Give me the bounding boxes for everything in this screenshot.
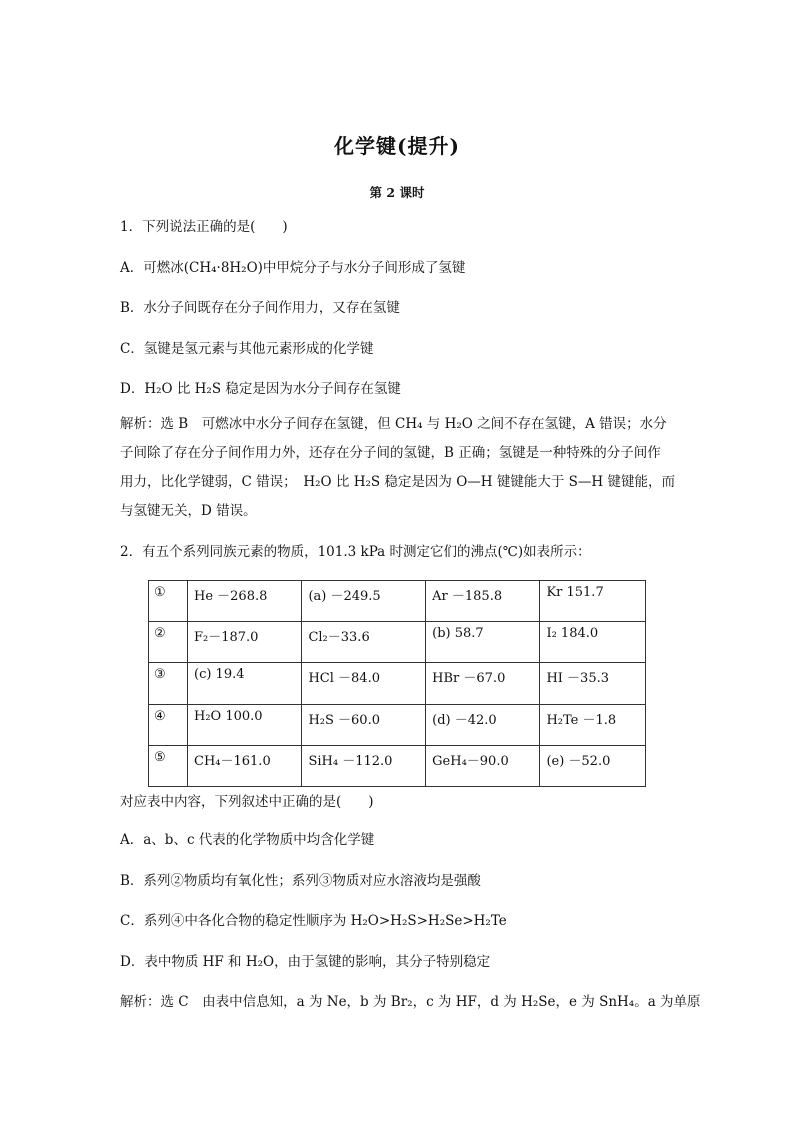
table-cell: HI －35.3	[540, 663, 646, 704]
q2-stem: 2．有五个系列同族元素的物质，101.3 kPa 时测定它们的沸点(℃)如表所示：	[120, 544, 591, 560]
q1-analysis-line: 用力，比化学键弱，C 错误； H₂O 比 H₂S 稳定是因为 O—H 键键能大于 S—H 键键能，而	[120, 474, 675, 490]
table-cell: ⑤	[149, 745, 188, 786]
boiling-point-table	[148, 580, 646, 787]
table-cell: (c) 19.4	[188, 663, 302, 704]
table-cell: Kr 151.7	[540, 581, 646, 622]
q2-option-c: C．系列④中各化合物的稳定性顺序为 H₂O>H₂S>H₂Se>H₂Te	[120, 913, 507, 929]
table-cell: ④	[149, 704, 188, 745]
table-cell: ③	[149, 663, 188, 704]
table-row	[149, 745, 646, 786]
q2-option-b: B．系列②物质均有氧化性；系列③物质对应水溶液均是强酸	[120, 873, 481, 889]
table-row	[149, 622, 646, 663]
table-cell: H₂O 100.0	[188, 704, 302, 745]
table-cell: Ar －185.8	[426, 581, 540, 622]
table-cell: (e) －52.0	[540, 745, 646, 786]
q2-option-d: D．表中物质 HF 和 H₂O，由于氢键的影响，其分子特别稳定	[120, 954, 491, 970]
table-cell: SiH₄ －112.0	[302, 745, 426, 786]
table-cell: GeH₄－90.0	[426, 745, 540, 786]
table-row	[149, 704, 646, 745]
q1-option-a: A．可燃冰(CH₄·8H₂O)中甲烷分子与水分子间形成了氢键	[120, 260, 466, 276]
page-subtitle: 第 2 课时	[369, 185, 425, 200]
table-cell: He －268.8	[188, 581, 302, 622]
q2-analysis: 解析：选 C 由表中信息知，a 为 Ne，b 为 Br₂，c 为 HF，d 为 H₂Se，e 为 SnH₄。a 为单原	[120, 994, 701, 1010]
q1-option-c: C．氢键是氢元素与其他元素形成的化学键	[120, 341, 374, 357]
table-cell: (a) －249.5	[302, 581, 426, 622]
table-row	[149, 663, 646, 704]
table-row	[149, 581, 646, 622]
page-title: 化学键(提升)	[334, 134, 460, 158]
table-cell: CH₄－161.0	[188, 745, 302, 786]
q1-option-d: D．H₂O 比 H₂S 稳定是因为水分子间存在氢键	[120, 381, 401, 397]
table-cell: H₂Te －1.8	[540, 704, 646, 745]
table-cell: ②	[149, 622, 188, 663]
q1-analysis-line: 解析：选 B 可燃冰中水分子间存在氢键，但 CH₄ 与 H₂O 之间不存在氢键，A 错误；水分	[120, 416, 667, 432]
table-cell: HCl －84.0	[302, 663, 426, 704]
table-cell: F₂－187.0	[188, 622, 302, 663]
q1-analysis	[120, 410, 680, 526]
q1-option-b: B．水分子间既存在分子间作用力，又存在氢键	[120, 300, 400, 316]
table-cell: I₂ 184.0	[540, 622, 646, 663]
table-cell: Cl₂－33.6	[302, 622, 426, 663]
table-cell: (d) －42.0	[426, 704, 540, 745]
q2-option-a: A．a、b、c 代表的化学物质中均含化学键	[120, 832, 375, 848]
table-cell: ①	[149, 581, 188, 622]
q1-stem: 1．下列说法正确的是( )	[120, 219, 288, 235]
q1-analysis-line: 与氢键无关，D 错误。	[120, 503, 257, 519]
table-cell: H₂S －60.0	[302, 704, 426, 745]
q1-analysis-line: 子间除了存在分子间作用力外，还存在分子间的氢键，B 正确；氢键是一种特殊的分子间作	[120, 445, 661, 461]
table-cell: HBr －67.0	[426, 663, 540, 704]
table-cell: (b) 58.7	[426, 622, 540, 663]
q2-after-table: 对应表中内容，下列叙述中正确的是( )	[120, 794, 374, 810]
